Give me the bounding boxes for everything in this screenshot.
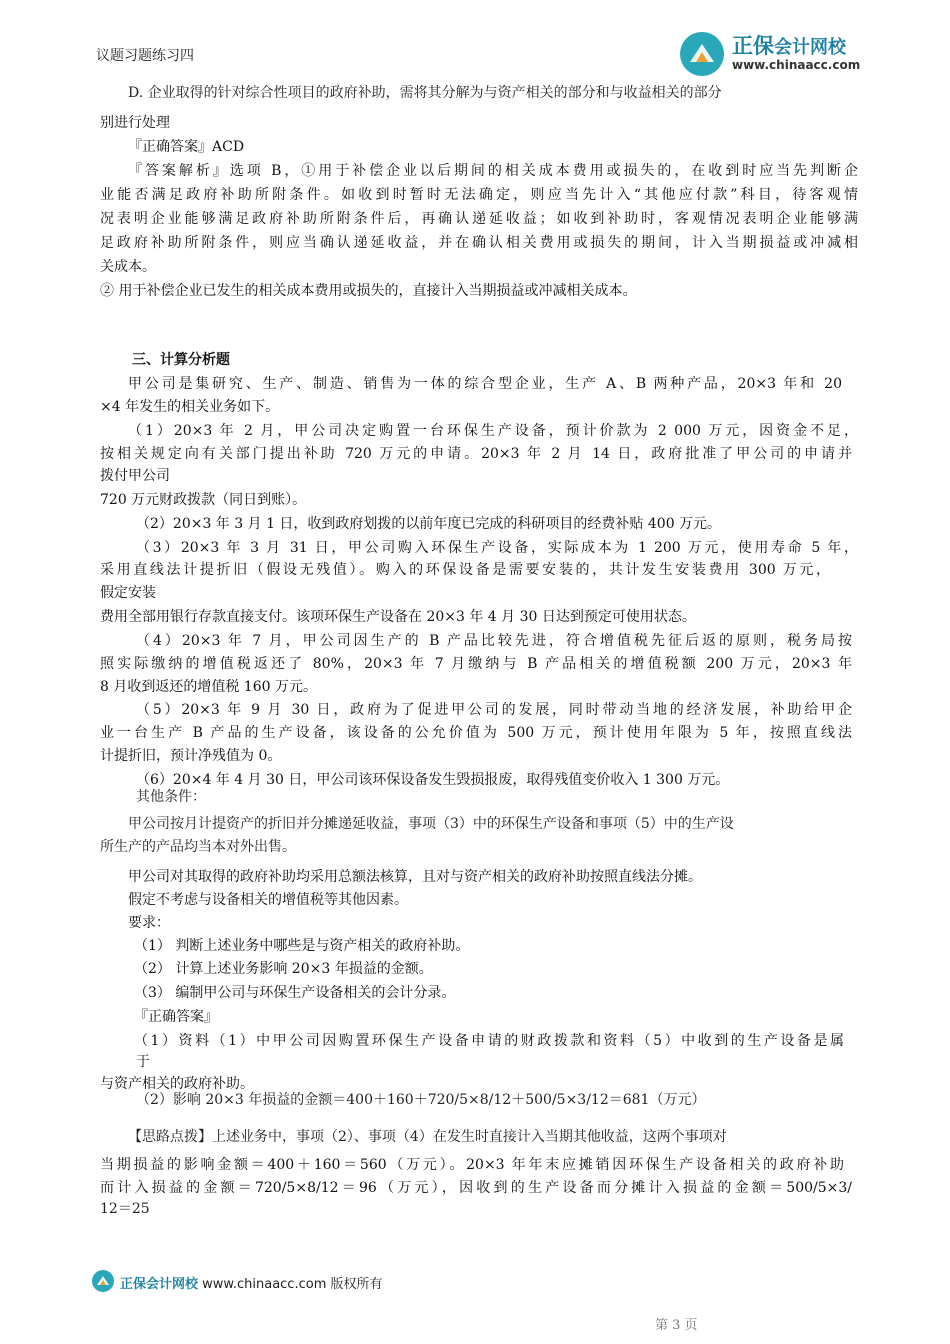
text-line: 甲公司对其取得的政府补助均采用总额法核算，且对与资产相关的政府补助按照直线法分摊。	[128, 869, 702, 885]
logo-url: www.chinaacc.com	[732, 58, 861, 72]
logo-brand: 正保	[732, 34, 774, 58]
text-line: 与资产相关的政府补助。	[100, 1076, 254, 1092]
logo-title	[732, 30, 846, 60]
footer-logo-icon	[92, 1270, 114, 1292]
cut-line-text: 其他条件：	[136, 789, 206, 805]
text-line: （1）资料（1）中甲公司因购置环保生产设备申请的财政拨款和资料（5）中收到的生产设备是属	[134, 1033, 844, 1049]
brand-logo	[680, 28, 880, 80]
logo-brand-rest: 会计网校	[774, 37, 846, 58]
top-cut-text: 议题习题练习四	[96, 48, 194, 64]
text-line: ② 用于补偿企业已发生的相关成本费用或损失的，直接计入当期损益或冲减相关成本。	[100, 283, 637, 299]
text-line: 假定不考虑与设备相关的增值税等其他因素。	[128, 892, 408, 908]
text-line: 照实际缴纳的增值税返还了 80%，20×3 年 7 月缴纳与 B 产品相关的增值税额 200 万元，20×3 年	[100, 656, 852, 672]
text-line: 拨付甲公司	[100, 468, 170, 484]
cut-line	[136, 1092, 776, 1109]
page-number	[655, 1314, 698, 1333]
text-line: （5）20×3 年 9 月 30 日，政府为了促进甲公司的发展，同时带动当地的经济发展，补助给甲企	[136, 702, 852, 718]
requirement-item: （2） 计算上述业务影响 20×3 年损益的金额。	[134, 961, 433, 977]
text-line: 业能否满足政府补助所附条件。如收到时暂时无法确定，则应当先计入“其他应付款”科目，待客观情	[100, 187, 858, 203]
footer	[92, 1270, 452, 1294]
text-line: 费用全部用银行存款直接支付。该项环保生产设备在 20×3 年 4 月 30 日达到预定可使用状态。	[100, 609, 696, 625]
cut-line-text: 甲公司按月计提资产的折旧并分摊递延收益，事项（3）中的环保生产设备和事项（5）中的生产设	[128, 816, 734, 832]
text-line: 当期损益的影响金额＝400＋160＝560（万元）。20×3 年年末应摊销因环保生产设备相关的政府补助	[100, 1157, 844, 1173]
text-line: （1）20×3 年 2 月，甲公司决定购置一台环保生产设备，预计价款为 2 000 万元，因资金不足，	[128, 423, 858, 439]
text-line: 采用直线法计提折旧（假设无残值）。购入的环保设备是需要安装的，共计发生安装费用 300 万元，	[100, 562, 830, 578]
requirement-item: （3） 编制甲公司与环保生产设备相关的会计分录。	[134, 985, 456, 1001]
text-line: 甲公司是集研究、生产、制造、销售为一体的综合型企业，生产 A、B 两种产品，20×3 年和 20	[128, 376, 842, 392]
cut-line-text: 【思路点拨】上述业务中，事项（2）、事项（4）在发生时直接计入当期其他收益，这两个事项对	[128, 1129, 727, 1145]
text-line: （4）20×3 年 7 月，甲公司因生产的 B 产品比较先进，符合增值税先征后返的原则，税务局按	[136, 633, 852, 649]
cut-line	[136, 1053, 156, 1070]
requirement-item: （1） 判断上述业务中哪些是与资产相关的政府补助。	[134, 938, 470, 954]
option-d-cut-text: D. 企业取得的针对综合性项目的政府补助，需将其分解为与资产相关的部分和与收益相关的部分	[128, 85, 722, 101]
section-title: 三、计算分析题	[132, 352, 230, 368]
text-line: 要求：	[128, 915, 170, 931]
text-line: （2）20×3 年 3 月 1 日，收到政府划拨的以前年度已完成的科研项目的经费补贴 400 万元。	[136, 516, 722, 532]
text-line: （6）20×4 年 4 月 30 日，甲公司该环保设备发生毁损报废，取得残值变价收入 1 300 万元。	[136, 772, 730, 788]
logo-emblem-icon	[680, 32, 724, 76]
text-line: ×4 年发生的相关业务如下。	[100, 399, 280, 415]
footer-copyright: www.chinaacc.com 版权所有	[202, 1277, 383, 1292]
answer-label: 『正确答案』	[134, 1009, 218, 1025]
option-d-cut	[128, 85, 848, 101]
cut-line-text: 12＝25	[100, 1201, 150, 1217]
text-line: 按相关规定向有关部门提出补助 720 万元的申请。20×3 年 2 月 14 日，政府批准了甲公司的申请并	[100, 446, 852, 462]
text-line: 计提折旧，预计净残值为 0。	[100, 748, 282, 764]
page-number-text: 第 3 页	[655, 1318, 698, 1333]
cut-line-text: 于	[136, 1054, 150, 1070]
text-line: 况表明企业能够满足政府补助所附条件后，再确认递延收益；如收到补助时，客观情况表明企业能够满	[100, 211, 858, 227]
footer-brand: 正保会计网校	[120, 1277, 199, 1292]
cut-line	[100, 1200, 160, 1217]
text-line: 『答案解析』选项 B，①用于补偿企业以后期间的相关成本费用或损失的，在收到时应当先判断企	[128, 163, 858, 179]
cut-line	[128, 815, 852, 832]
answer-label: 『正确答案』ACD	[128, 139, 245, 155]
text-line: 而计入损益的金额＝720/5×8/12＝96（万元），因收到的生产设备而分摊计入损益的金额＝500/5×3/	[100, 1180, 852, 1196]
top-cut-label	[96, 48, 236, 64]
cut-line-text: 所生产的产品均当本对外出售。	[100, 839, 296, 855]
cut-line	[100, 838, 340, 855]
text-line: 假定安装	[100, 585, 156, 601]
text-line: 别进行处理	[100, 115, 170, 131]
text-line: （3）20×3 年 3 月 31 日，甲公司购入环保生产设备，实际成本为 1 200 万元，使用寿命 5 年，	[136, 540, 858, 556]
cut-line	[136, 789, 276, 805]
text-line: 720 万元财政拨款（同日到账）。	[100, 492, 307, 508]
text-line: 关成本。	[100, 259, 156, 275]
cut-line-text: （2）影响 20×3 年损益的金额＝400＋160＋720/5×8/12＋500/5×3/12＝681（万元）	[136, 1092, 706, 1108]
text-line: 业一台生产 B 产品的生产设备，该设备的公允价值为 500 万元，预计使用年限为 5 年，按照直线法	[100, 725, 852, 741]
text-line: 足政府补助所附条件，则应当确认递延收益，并在确认相关费用或损失的期间，计入当期损益或冲减相	[100, 235, 858, 251]
text-line: 8 月收到返还的增值税 160 万元。	[100, 679, 317, 695]
cut-line	[128, 1128, 852, 1145]
footer-text	[120, 1273, 383, 1292]
